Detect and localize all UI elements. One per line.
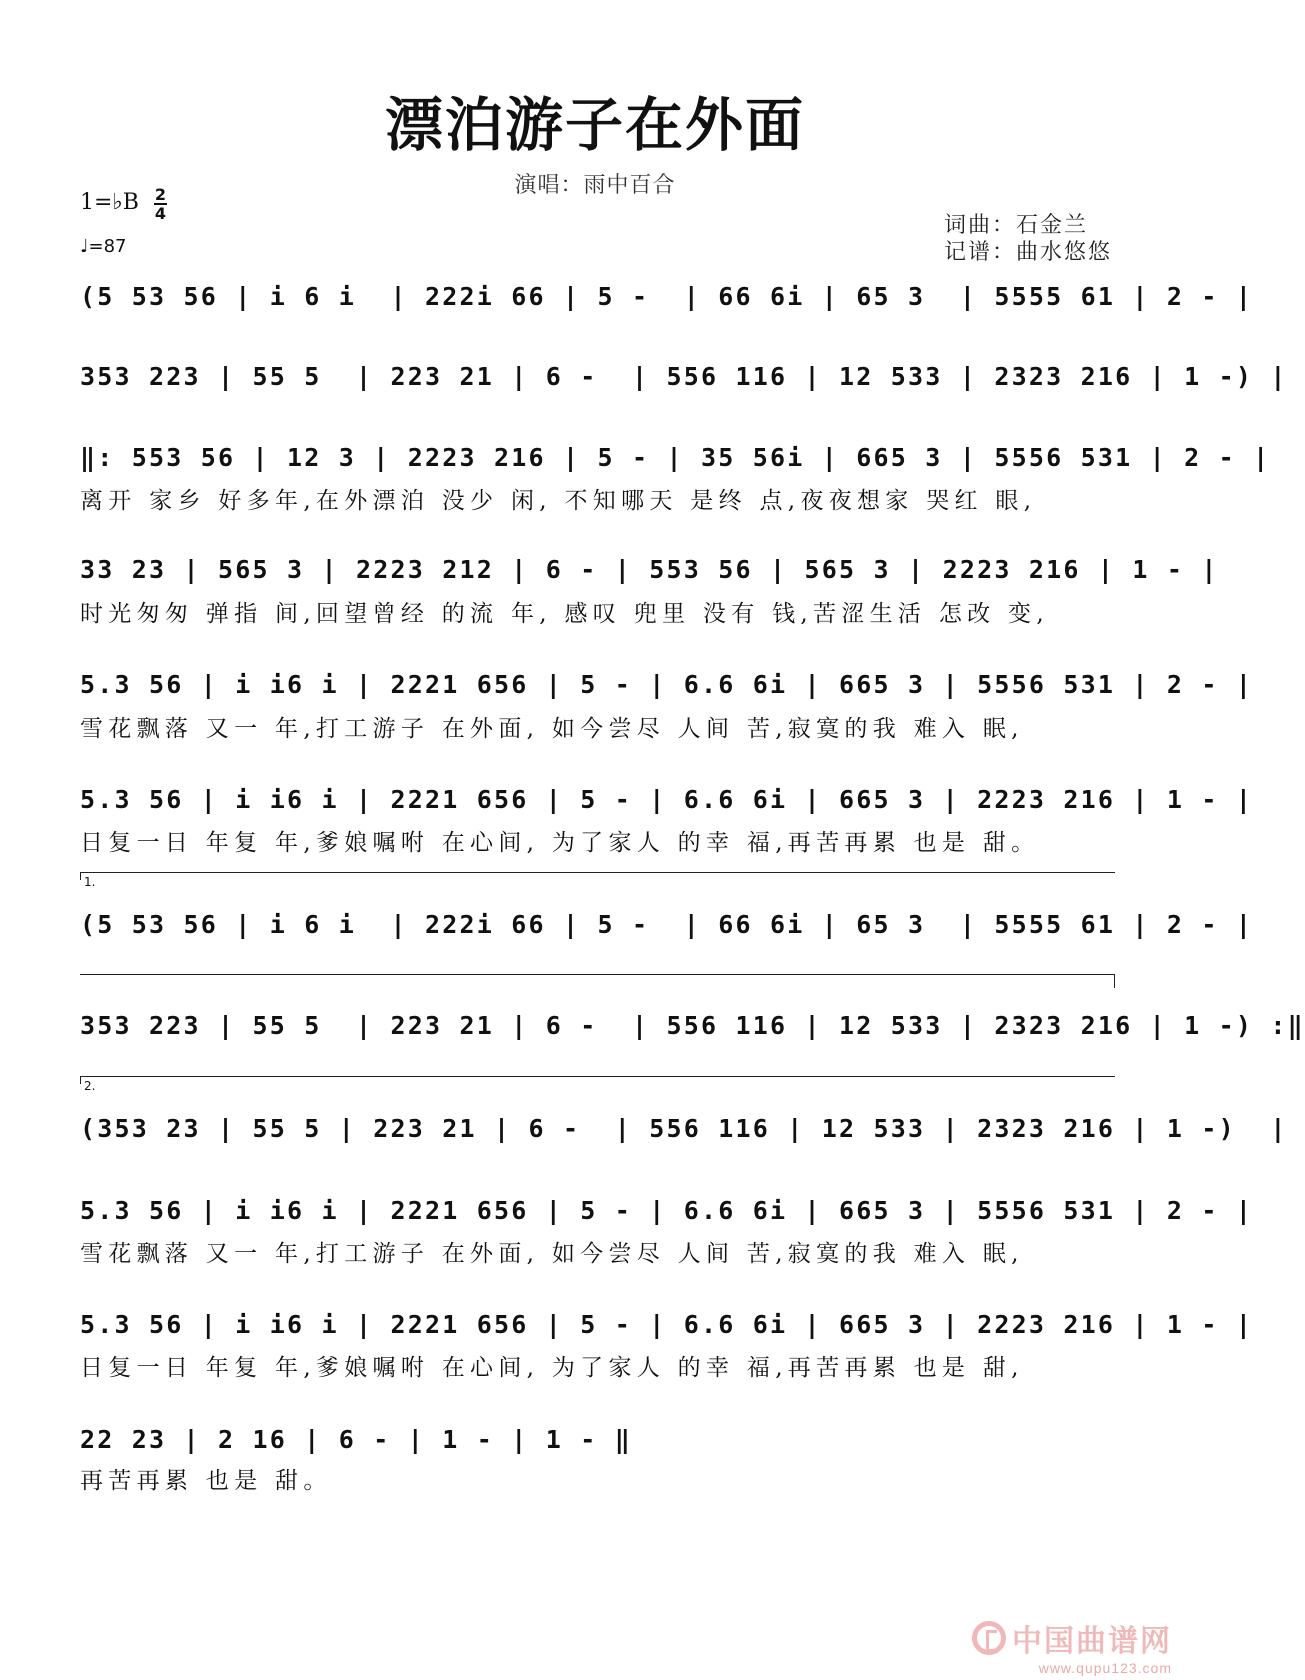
tempo-mark: ♩=87 <box>80 236 127 257</box>
notation-row: 22 23 | 2 16 | 6 - | 1 - | 1 - ‖ <box>80 1425 633 1454</box>
lyric-line: 再苦再累 也是 甜。 <box>80 1468 332 1494</box>
lyric-line: 日复一日 年复 年,爹娘嘱咐 在心间, 为了家人 的幸 福,再苦再累 也是 甜。 <box>80 830 1040 856</box>
notation-row: 5.3 56 | i i6 i | 2221 656 | 5 - | 6.6 6i | 665 3 | 2223 216 | 1 - | <box>80 1310 1254 1339</box>
watermark-text: 中国曲谱网 <box>1012 1624 1172 1659</box>
watermark-logo-icon <box>972 1621 1006 1655</box>
time-signature-bottom: 4 <box>154 204 167 223</box>
transcriber-credit: 记谱：曲水悠悠 <box>943 240 1112 265</box>
lyric-line: 雪花飘落 又一 年,打工游子 在外面, 如今尝尽 人间 苦,寂寞的我 难入 眠, <box>80 1241 1024 1267</box>
notation-row: 353 223 | 55 5 | 223 21 | 6 - | 556 116 | 12 533 | 2323 216 | 1 -) :‖ <box>80 1011 1305 1040</box>
lyric-line: 离开 家乡 好多年,在外漂泊 没少 闲, 不知哪天 是终 点,夜夜想家 哭红 眼, <box>80 488 1037 514</box>
notation-row: 353 223 | 55 5 | 223 21 | 6 - | 556 116 | 12 533 | 2323 216 | 1 -) | <box>80 362 1288 391</box>
composer-credit: 词曲：石金兰 <box>943 213 1088 238</box>
lyric-line: 时光匆匆 弹指 间,回望曾经 的流 年, 感叹 兜里 没有 钱,苦涩生活 怎改 变, <box>80 601 1049 627</box>
volta-line <box>80 974 1115 988</box>
watermark-url: www.qupu123.com <box>1038 1660 1172 1676</box>
notation-row: (5 53 56 | i 6 i | 222i 66 | 5 - | 66 6i | 65 3 | 5555 61 | 2 - | <box>80 282 1254 311</box>
notation-row: (5 53 56 | i 6 i | 222i 66 | 5 - | 66 6i | 65 3 | 5555 61 | 2 - | <box>80 910 1254 939</box>
singer-credit: 演唱：雨中百合 <box>514 173 676 198</box>
watermark <box>972 1616 1172 1676</box>
volta-second-ending: 2. <box>80 1076 1115 1084</box>
key-signature: 1=♭B <box>80 190 139 215</box>
time-signature-top: 2 <box>154 185 167 204</box>
notation-row: ‖: 553 56 | 12 3 | 2223 216 | 5 - | 35 56i | 665 3 | 5556 531 | 2 - | <box>80 443 1271 472</box>
volta-first-ending: 1. <box>80 872 1115 880</box>
notation-row: 5.3 56 | i i6 i | 2221 656 | 5 - | 6.6 6i | 665 3 | 5556 531 | 2 - | <box>80 1196 1254 1225</box>
notation-row: 5.3 56 | i i6 i | 2221 656 | 5 - | 6.6 6i | 665 3 | 2223 216 | 1 - | <box>80 785 1254 814</box>
lyric-line: 日复一日 年复 年,爹娘嘱咐 在心间, 为了家人 的幸 福,再苦再累 也是 甜, <box>80 1355 1024 1381</box>
notation-row: 5.3 56 | i i6 i | 2221 656 | 5 - | 6.6 6i | 665 3 | 5556 531 | 2 - | <box>80 670 1254 699</box>
time-signature <box>154 186 167 222</box>
notation-row: 33 23 | 565 3 | 2223 212 | 6 - | 553 56 | 565 3 | 2223 216 | 1 - | <box>80 555 1219 584</box>
notation-row: (353 23 | 55 5 | 223 21 | 6 - | 556 116 | 12 533 | 2323 216 | 1 -) | <box>80 1114 1288 1143</box>
song-title: 漂泊游子在外面 <box>384 91 805 159</box>
lyric-line: 雪花飘落 又一 年,打工游子 在外面, 如今尝尽 人间 苦,寂寞的我 难入 眠, <box>80 716 1024 742</box>
credits <box>944 212 1112 266</box>
